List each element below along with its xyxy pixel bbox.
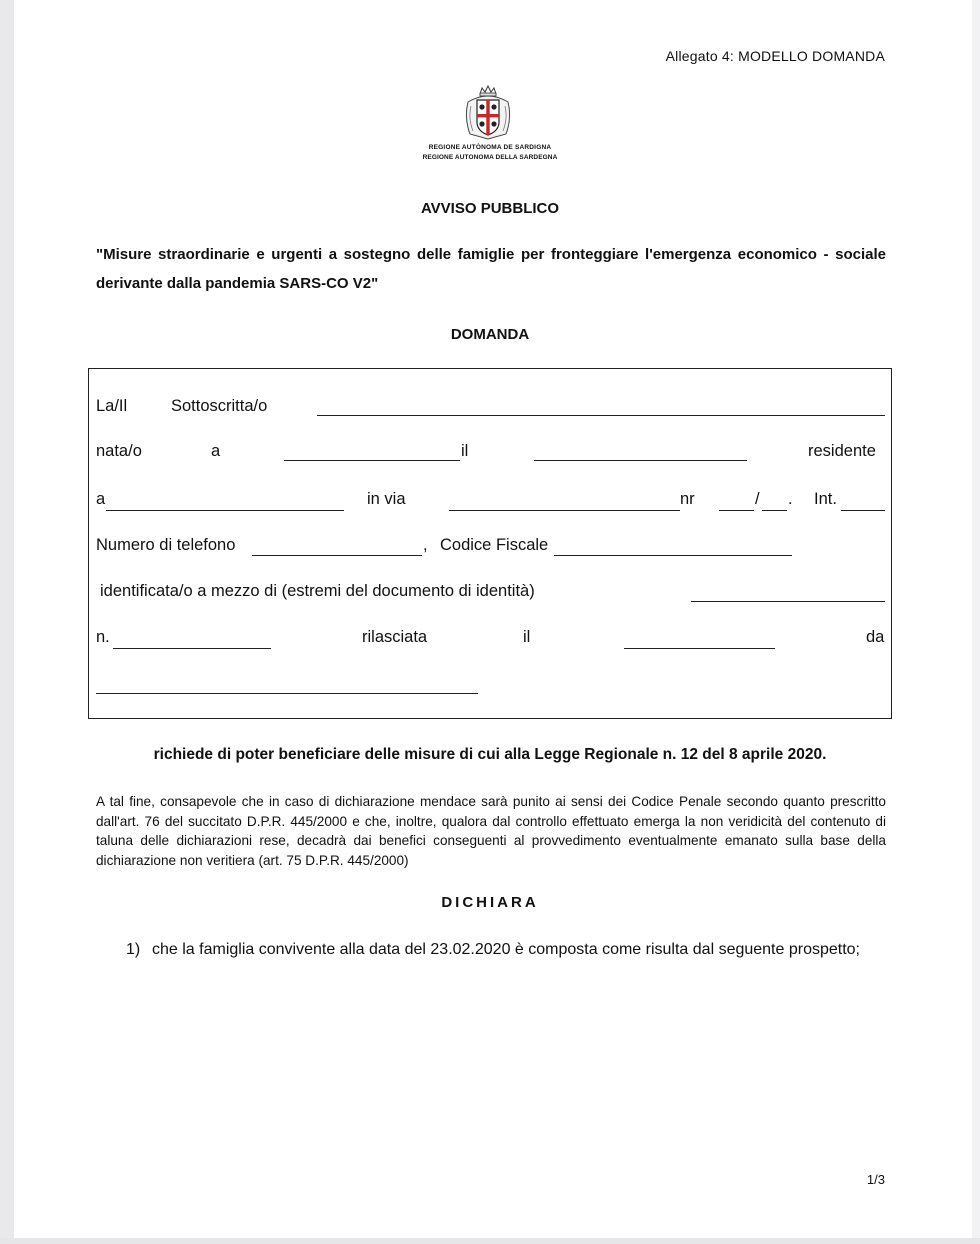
document-subtitle: "Misure straordinarie e urgenti a sostegno delle famiglie per fronteggiare l'emergenza economico - sociale derivante dalla pandemia SARS-CO V2" (96, 246, 886, 292)
page-left-edge (0, 0, 14, 1244)
street-field-line[interactable] (449, 510, 680, 511)
tax-code-field-line[interactable] (554, 555, 792, 556)
section-domanda: DOMANDA (450, 326, 530, 343)
label-la-il: La/Il (96, 397, 128, 415)
page-bottom-edge (0, 1238, 980, 1244)
street-number-suffix-field-line[interactable] (762, 510, 787, 511)
list-item (126, 938, 884, 962)
allegato-label: Allegato 4: MODELLO DOMANDA (665, 48, 885, 64)
coat-of-arms-icon (458, 84, 518, 142)
page-right-edge (972, 0, 980, 1244)
list-item-number: 1) (126, 941, 141, 958)
label-n: n. (96, 628, 110, 646)
label-sottoscritta: Sottoscritta/o (171, 397, 268, 415)
label-nr: nr (680, 490, 695, 508)
document-number-field-line[interactable] (113, 648, 271, 649)
issuer-field-line[interactable] (96, 693, 478, 694)
region-name-italian: REGIONE AUTONOMA DELLA SARDEGNA (422, 154, 558, 161)
label-slash: / (755, 490, 760, 508)
label-residente: residente (808, 442, 876, 460)
declaration-paragraph: A tal fine, consapevole che in caso di dichiarazione mendace sarà punito ai sensi dei Codice Penale secondo quanto prescritto dall'art. 76 del succitato D.P.R. 445/2000 e che, inoltre, qualora dal controllo effettuato emerga la non veridicità del contenuto di taluna delle dichiarazioni rese, decadrà dai benefici conseguenti al provvedimento eventualmente emanato sulla base della dichiarazione non veritiera (art. 75 D.P.R. 445/2000) (96, 794, 886, 868)
issue-date-field-line[interactable] (624, 648, 775, 649)
list-item-text: che la famiglia convivente alla data del 23.02.2020 è composta come risulta dal seguente prospetto; (152, 941, 860, 958)
id-document-field-line[interactable] (691, 601, 885, 602)
label-in-via: in via (367, 490, 406, 508)
label-dot: . (788, 490, 793, 508)
document-title: AVVISO PUBBLICO (420, 200, 560, 217)
label-comma: , (423, 536, 428, 554)
label-int: Int. (814, 490, 837, 508)
label-rilasciata: rilasciata (362, 628, 428, 646)
request-statement: richiede di poter beneficiare delle misure di cui alla Legge Regionale n. 12 del 8 aprile 2020. (153, 746, 827, 763)
residence-city-field-line[interactable] (106, 510, 344, 511)
birthplace-field-line[interactable] (284, 460, 460, 461)
phone-field-line[interactable] (252, 555, 422, 556)
region-name-sardinian: REGIONE AUTÒNOMA DE SARDIGNA (428, 144, 552, 151)
birthdate-field-line[interactable] (534, 460, 747, 461)
label-a-residence: a (96, 490, 106, 508)
label-nata: nata/o (96, 442, 142, 460)
applicant-form-box (88, 368, 892, 719)
page-number: 1/3 (866, 1172, 885, 1187)
label-il-issue-date: il (523, 628, 531, 646)
interior-field-line[interactable] (841, 510, 885, 511)
label-codice-fiscale: Codice Fiscale (440, 536, 549, 554)
label-a-birthplace: a (211, 442, 221, 460)
label-identificata: identificata/o a mezzo di (estremi del documento di identità) (100, 582, 535, 600)
street-number-field-line[interactable] (719, 510, 754, 511)
label-da: da (866, 628, 885, 646)
name-field-line[interactable] (317, 415, 885, 416)
label-il-birthdate: il (461, 442, 469, 460)
label-telefono: Numero di telefono (96, 536, 236, 554)
section-dichiara: DICHIARA (441, 894, 539, 911)
